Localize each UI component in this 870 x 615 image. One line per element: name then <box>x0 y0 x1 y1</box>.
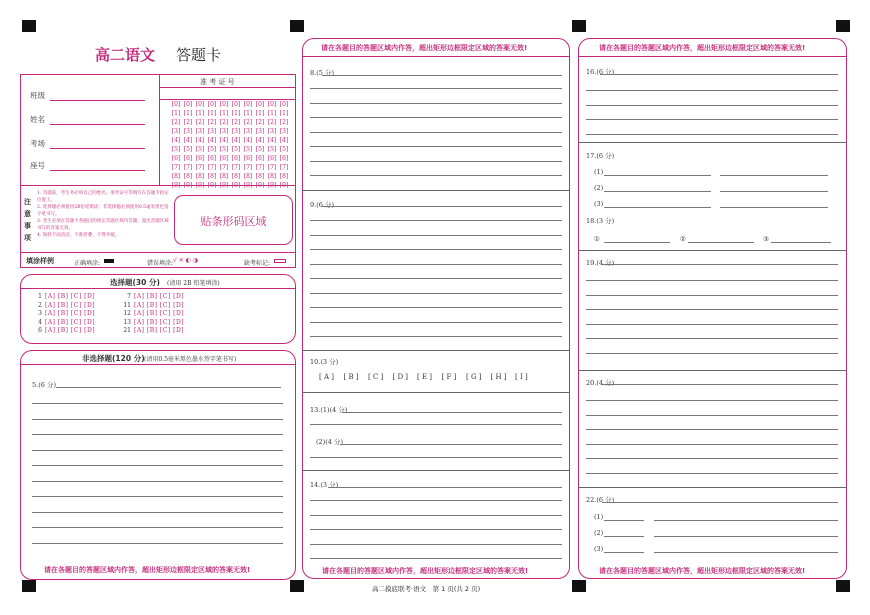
option-i-box[interactable]: [ I ] <box>515 373 528 381</box>
digit-bubble[interactable]: [4] <box>279 137 289 144</box>
answer-line[interactable] <box>310 500 562 501</box>
digit-bubble[interactable]: [0] <box>255 101 265 108</box>
answer-line[interactable] <box>310 235 562 236</box>
choice-options[interactable]: [A] [B] [C] [D] <box>134 327 185 334</box>
digit-bubble[interactable]: [3] <box>255 128 265 135</box>
answer-line[interactable] <box>586 295 838 296</box>
answer-line[interactable] <box>310 88 562 89</box>
digit-bubble[interactable]: [5] <box>279 146 289 153</box>
answer-line[interactable] <box>310 336 562 337</box>
digit-bubble[interactable]: [9] <box>183 182 193 189</box>
alignment-marker <box>572 580 586 592</box>
answer-line[interactable] <box>342 412 562 413</box>
choice-options[interactable]: [A] [B] [C] [D] <box>134 301 185 309</box>
question-22-part2-label: (2) <box>594 529 604 537</box>
question-19-label: 19.(4 分) <box>586 259 615 267</box>
answer-line[interactable] <box>322 75 562 76</box>
digit-bubble[interactable]: [0] <box>219 101 229 108</box>
answer-line[interactable] <box>586 444 838 445</box>
answer-line[interactable] <box>310 515 562 516</box>
answer-line[interactable] <box>32 465 283 466</box>
answer-line[interactable] <box>600 74 838 75</box>
digit-bubble[interactable]: [7] <box>195 164 205 171</box>
digit-bubble[interactable]: [8] <box>183 173 193 180</box>
card-title: 答题卡 <box>176 46 222 64</box>
answer-line[interactable] <box>586 134 838 135</box>
digit-bubble[interactable]: [4] <box>219 137 229 144</box>
digit-bubble[interactable]: [4] <box>183 137 193 144</box>
digit-bubble[interactable]: [1] <box>267 110 277 117</box>
absent-mark-box[interactable] <box>274 259 286 263</box>
digit-bubble[interactable]: [1] <box>183 110 193 117</box>
answer-line[interactable] <box>310 529 562 530</box>
digit-bubble[interactable]: [6] <box>279 155 289 162</box>
answer-line[interactable] <box>310 103 562 104</box>
answer-line[interactable] <box>586 400 838 401</box>
digit-bubble[interactable]: [8] <box>255 173 265 180</box>
digit-bubble[interactable]: [7] <box>243 164 253 171</box>
digit-bubble[interactable]: [7] <box>255 164 265 171</box>
digit-bubble[interactable]: [1] <box>219 110 229 117</box>
choice-options[interactable]: [A] [B] [C] [D] <box>45 310 96 317</box>
digit-bubble[interactable]: [4] <box>171 137 181 144</box>
warning-text: 请在各题目的答题区域内作答，超出矩形边框限定区域的答案无效! <box>321 44 528 52</box>
digit-bubble[interactable]: [2] <box>279 119 289 126</box>
alignment-marker <box>572 20 586 32</box>
digit-bubble[interactable]: [0] <box>171 101 181 108</box>
alignment-marker <box>22 580 36 592</box>
answer-line[interactable] <box>310 175 562 176</box>
answer-line[interactable] <box>654 536 838 537</box>
answer-line[interactable] <box>32 512 283 513</box>
answer-line[interactable] <box>310 322 562 323</box>
exam-number-column[interactable] <box>279 100 289 190</box>
option-f-box[interactable]: [ F ] <box>441 373 457 381</box>
digit-bubble[interactable]: [5] <box>171 146 181 153</box>
answer-line[interactable] <box>310 249 562 250</box>
digit-bubble[interactable]: [5] <box>255 146 265 153</box>
digit-bubble[interactable]: [3] <box>207 128 217 135</box>
alignment-marker <box>836 580 850 592</box>
wrong-fill-label: 错误填涂: <box>147 260 174 267</box>
option-a-box[interactable]: [ A ] <box>319 373 334 381</box>
digit-bubble[interactable]: [1] <box>171 110 181 117</box>
digit-bubble[interactable]: [8] <box>171 173 181 180</box>
room-label: 考场 <box>30 139 45 148</box>
exam-number-label: 准 考 证 号 <box>200 78 235 86</box>
answer-line[interactable] <box>604 242 670 243</box>
answer-line[interactable] <box>604 207 711 208</box>
digit-bubble[interactable]: [0] <box>207 101 217 108</box>
answer-line[interactable] <box>32 527 283 528</box>
digit-bubble[interactable]: [5] <box>243 146 253 153</box>
answer-line[interactable] <box>32 543 283 544</box>
question-8-label: 8.(5 分) <box>310 69 334 77</box>
digit-bubble[interactable]: [3] <box>183 128 193 135</box>
answer-line[interactable] <box>604 175 711 176</box>
digit-bubble[interactable]: [9] <box>219 182 229 189</box>
nonchoice-title: 非选择题(120 分) <box>82 354 145 363</box>
answer-line[interactable] <box>586 324 838 325</box>
exam-number-column[interactable] <box>255 100 265 190</box>
answer-line[interactable] <box>310 544 562 545</box>
digit-bubble[interactable]: [5] <box>219 146 229 153</box>
digit-bubble[interactable]: [7] <box>183 164 193 171</box>
digit-bubble[interactable]: [0] <box>279 101 289 108</box>
digit-bubble[interactable]: [8] <box>267 173 277 180</box>
seat-label: 座号 <box>30 161 45 170</box>
question-14-label: 14.(3 分) <box>310 481 339 489</box>
digit-bubble[interactable]: [0] <box>183 101 193 108</box>
digit-bubble[interactable]: [9] <box>231 182 241 189</box>
digit-bubble[interactable]: [6] <box>219 155 229 162</box>
answer-line[interactable] <box>32 450 283 451</box>
question-16-label: 16.(6 分) <box>586 68 615 76</box>
digit-bubble[interactable]: [3] <box>267 128 277 135</box>
choice-options[interactable]: [A] [B] [C] [D] <box>134 318 185 326</box>
exam-number-column[interactable] <box>171 100 181 190</box>
question-17-label: 17.(6 分) <box>586 152 615 160</box>
digit-bubble[interactable]: [8] <box>219 173 229 180</box>
warning-text: 请在各题目的答题区域内作答，超出矩形边框限定区域的答案无效! <box>599 567 806 575</box>
question-22-part3-label: (3) <box>594 545 604 553</box>
room-field[interactable] <box>50 148 145 149</box>
question-18-label: 18.(3 分) <box>586 217 615 225</box>
alignment-marker <box>290 20 304 32</box>
middle-answer-panel <box>302 38 570 579</box>
answer-line[interactable] <box>32 419 283 420</box>
answer-line[interactable] <box>602 264 838 265</box>
digit-bubble[interactable]: [9] <box>195 182 205 189</box>
digit-bubble[interactable]: [2] <box>207 119 217 126</box>
warning-text: 请在各题目的答题区域内作答，超出矩形边框限定区域的答案无效! <box>599 44 806 52</box>
answer-line[interactable] <box>654 520 838 521</box>
alignment-marker <box>836 20 850 32</box>
name-field[interactable] <box>50 124 145 125</box>
notes-heading: 注 意 事 项 <box>24 198 31 242</box>
seat-field[interactable] <box>50 170 145 171</box>
answer-line[interactable] <box>310 132 562 133</box>
barcode-area: 贴条形码区域 <box>174 195 293 245</box>
option-d-box[interactable]: [ D ] <box>392 373 409 381</box>
digit-bubble[interactable]: [8] <box>243 173 253 180</box>
question-18-part1-label: ① <box>594 235 600 243</box>
digit-bubble[interactable]: [4] <box>255 137 265 144</box>
digit-bubble[interactable]: [8] <box>231 173 241 180</box>
answer-line[interactable] <box>586 309 838 310</box>
digit-bubble[interactable]: [2] <box>255 119 265 126</box>
digit-bubble[interactable]: [1] <box>255 110 265 117</box>
digit-bubble[interactable]: [1] <box>207 110 217 117</box>
answer-line[interactable] <box>586 458 838 459</box>
answer-line[interactable] <box>328 487 562 488</box>
alignment-marker <box>290 580 304 592</box>
answer-line[interactable] <box>604 536 644 537</box>
digit-bubble[interactable]: [4] <box>195 137 205 144</box>
question-17-part1-label: (1) <box>594 168 604 176</box>
digit-bubble[interactable]: [2] <box>231 119 241 126</box>
notes-list: 1. 答题前，考生务必将自己的姓名、准考证号等填写在答题卡指定位置上。 2. 选择题必须使用2B铅笔填涂；非选择题必须使用0.5毫米黑色签字笔书写。 3. 考生必须在答题卡各题目的规定答题区域内答题，超出答题区域书写的答案无效。 4. 保持卡面清洁，不准折叠、不得弄破。 <box>37 191 169 238</box>
exam-number-column[interactable] <box>183 100 193 190</box>
answer-line[interactable] <box>56 387 281 388</box>
exam-number-column[interactable] <box>219 100 229 190</box>
class-field[interactable] <box>50 100 145 101</box>
answer-line[interactable] <box>586 119 838 120</box>
alignment-marker <box>22 20 36 32</box>
digit-bubble[interactable]: [9] <box>279 182 289 189</box>
digit-bubble[interactable]: [2] <box>183 119 193 126</box>
answer-line[interactable] <box>32 496 283 497</box>
answer-line[interactable] <box>654 552 838 553</box>
question-22-part1-label: (1) <box>594 513 604 521</box>
answer-line[interactable] <box>586 280 838 281</box>
digit-bubble[interactable]: [3] <box>279 128 289 135</box>
choice-number: 7 <box>127 293 131 300</box>
choice-options[interactable]: [A] [B] [C] [D] <box>45 301 96 309</box>
choice-note: (请用 2B 铅笔填涂) <box>167 280 220 287</box>
digit-bubble[interactable]: [8] <box>207 173 217 180</box>
digit-bubble[interactable]: [0] <box>231 101 241 108</box>
answer-line[interactable] <box>586 338 838 339</box>
answer-line[interactable] <box>720 207 828 208</box>
answer-line[interactable] <box>310 293 562 294</box>
digit-bubble[interactable]: [6] <box>171 155 181 162</box>
answer-line[interactable] <box>688 242 754 243</box>
exam-number-column[interactable] <box>243 100 253 190</box>
digit-bubble[interactable]: [6] <box>243 155 253 162</box>
name-label: 姓名 <box>30 115 45 124</box>
digit-bubble[interactable]: [1] <box>231 110 241 117</box>
answer-line[interactable] <box>340 444 562 445</box>
fill-sample-label: 填涂样例 <box>26 257 54 265</box>
question-9-label: 9.(6 分) <box>310 201 334 209</box>
digit-bubble[interactable]: [3] <box>231 128 241 135</box>
question-5-label: 5.(6 分) <box>32 381 56 389</box>
digit-bubble[interactable]: [0] <box>243 101 253 108</box>
digit-bubble[interactable]: [9] <box>267 182 277 189</box>
digit-bubble[interactable]: [6] <box>195 155 205 162</box>
question-22-label: 22.(6 分) <box>586 496 615 504</box>
option-e-box[interactable]: [ E ] <box>417 373 433 381</box>
option-c-box[interactable]: [ C ] <box>368 373 384 381</box>
choice-number: 12 <box>123 310 131 317</box>
digit-bubble[interactable]: [7] <box>171 164 181 171</box>
digit-bubble[interactable]: [5] <box>267 146 277 153</box>
answer-line[interactable] <box>586 415 838 416</box>
digit-bubble[interactable]: [4] <box>207 137 217 144</box>
question-18-part2-label: ② <box>680 235 686 243</box>
answer-line[interactable] <box>322 206 562 207</box>
digit-bubble[interactable]: [7] <box>279 164 289 171</box>
choice-options[interactable]: [A] [B] [C] [D] <box>134 293 185 300</box>
digit-bubble[interactable]: [2] <box>267 119 277 126</box>
choice-options[interactable]: [A] [B] [C] [D] <box>134 310 185 317</box>
digit-bubble[interactable]: [4] <box>267 137 277 144</box>
digit-bubble[interactable]: [0] <box>195 101 205 108</box>
digit-bubble[interactable]: [6] <box>267 155 277 162</box>
exam-number-column[interactable] <box>267 100 277 190</box>
subject-title: 高二语文 <box>95 46 156 64</box>
warning-text: 请在各题目的答题区域内作答，超出矩形边框限定区域的答案无效! <box>322 567 529 575</box>
choice-options[interactable]: [A] [B] [C] [D] <box>45 318 96 326</box>
answer-line[interactable] <box>310 278 562 279</box>
answer-line[interactable] <box>602 502 838 503</box>
digit-bubble[interactable]: [6] <box>255 155 265 162</box>
exam-number-column[interactable] <box>195 100 205 190</box>
option-h-box[interactable]: [ H ] <box>490 373 507 381</box>
digit-bubble[interactable]: [2] <box>243 119 253 126</box>
question-13-label: 13.(1)(4 分) <box>310 406 348 414</box>
question-10-label: 10.(3 分) <box>310 358 339 366</box>
answer-line[interactable] <box>586 473 838 474</box>
answer-line[interactable] <box>604 520 644 521</box>
question-13-part2-label: (2)(4 分) <box>316 438 343 446</box>
choice-number: 3 <box>38 310 42 317</box>
digit-bubble[interactable]: [5] <box>231 146 241 153</box>
digit-bubble[interactable]: [0] <box>267 101 277 108</box>
class-label: 班级 <box>30 91 45 100</box>
digit-bubble[interactable]: [7] <box>231 164 241 171</box>
choice-number: 4 <box>38 318 42 326</box>
digit-bubble[interactable]: [9] <box>255 182 265 189</box>
answer-line[interactable] <box>310 558 562 559</box>
option-b-box[interactable]: [ B ] <box>343 373 359 381</box>
answer-line[interactable] <box>604 191 711 192</box>
digit-bubble[interactable]: [8] <box>279 173 289 180</box>
answer-line[interactable] <box>310 117 562 118</box>
digit-bubble[interactable]: [4] <box>243 137 253 144</box>
choice-number: 1 <box>38 293 42 300</box>
answer-line[interactable] <box>602 384 838 385</box>
digit-bubble[interactable]: [8] <box>195 173 205 180</box>
answer-line[interactable] <box>586 105 838 106</box>
wrong-fill-sample: √ ✕ ◐ ◑ <box>173 257 199 264</box>
answer-line[interactable] <box>310 424 562 425</box>
choice-number: 13 <box>123 318 131 326</box>
question-18-part3-label: ③ <box>763 235 769 243</box>
digit-bubble[interactable]: [2] <box>171 119 181 126</box>
choice-number: 11 <box>123 301 131 309</box>
answer-line[interactable] <box>310 146 562 147</box>
question-17-part3-label: (3) <box>594 200 604 208</box>
exam-number-column[interactable] <box>231 100 241 190</box>
digit-bubble[interactable]: [3] <box>195 128 205 135</box>
warning-text: 请在各题目的答题区域内作答，超出矩形边框限定区域的答案无效! <box>44 566 251 574</box>
digit-bubble[interactable]: [5] <box>195 146 205 153</box>
digit-bubble[interactable]: [4] <box>231 137 241 144</box>
digit-bubble[interactable]: [7] <box>207 164 217 171</box>
digit-bubble[interactable]: [9] <box>243 182 253 189</box>
question-17-part2-label: (2) <box>594 184 604 192</box>
answer-line[interactable] <box>310 307 562 308</box>
digit-bubble[interactable]: [3] <box>219 128 229 135</box>
answer-line[interactable] <box>310 220 562 221</box>
choice-number: 2 <box>38 301 42 309</box>
digit-bubble[interactable]: [2] <box>219 119 229 126</box>
option-g-box[interactable]: [ G ] <box>466 373 482 381</box>
answer-line[interactable] <box>586 90 838 91</box>
digit-bubble[interactable]: [7] <box>219 164 229 171</box>
page-footer: 高二摸底联考·语文 第 1 页(共 2 页) <box>372 585 481 593</box>
digit-bubble[interactable]: [1] <box>243 110 253 117</box>
answer-line[interactable] <box>720 191 828 192</box>
absent-mark-label: 缺考标记: <box>244 260 271 267</box>
choice-options[interactable]: [A] [B] [C] [D] <box>45 327 96 334</box>
nonchoice-note: (请用0.5毫米黑色墨水签字笔书写) <box>144 356 237 363</box>
answer-line[interactable] <box>310 264 562 265</box>
exam-number-column[interactable] <box>207 100 217 190</box>
answer-line[interactable] <box>720 175 828 176</box>
correct-fill-sample <box>104 259 114 263</box>
answer-line[interactable] <box>310 457 562 458</box>
digit-bubble[interactable]: [1] <box>279 110 289 117</box>
answer-line[interactable] <box>310 161 562 162</box>
answer-line[interactable] <box>32 481 283 482</box>
correct-fill-label: 正确填涂: <box>74 260 101 267</box>
choice-number: 21 <box>123 327 131 334</box>
digit-bubble[interactable]: [6] <box>231 155 241 162</box>
digit-bubble[interactable]: [1] <box>195 110 205 117</box>
answer-line[interactable] <box>604 552 644 553</box>
choice-options[interactable]: [A] [B] [C] [D] <box>45 293 96 300</box>
digit-bubble[interactable]: [5] <box>207 146 217 153</box>
digit-bubble[interactable]: [9] <box>207 182 217 189</box>
digit-bubble[interactable]: [3] <box>171 128 181 135</box>
digit-bubble[interactable]: [2] <box>195 119 205 126</box>
digit-bubble[interactable]: [6] <box>207 155 217 162</box>
answer-line[interactable] <box>586 429 838 430</box>
choice-number: 6 <box>38 327 42 334</box>
choice-title: 选择题(30 分) <box>110 278 160 287</box>
digit-bubble[interactable]: [5] <box>183 146 193 153</box>
digit-bubble[interactable]: [7] <box>267 164 277 171</box>
answer-line[interactable] <box>586 353 838 354</box>
answer-line[interactable] <box>771 242 831 243</box>
answer-line[interactable] <box>32 434 283 435</box>
digit-bubble[interactable]: [3] <box>243 128 253 135</box>
digit-bubble[interactable]: [6] <box>183 155 193 162</box>
answer-line[interactable] <box>32 403 283 404</box>
digit-bubble[interactable]: [9] <box>171 182 181 189</box>
question-20-label: 20.(4 分) <box>586 379 615 387</box>
